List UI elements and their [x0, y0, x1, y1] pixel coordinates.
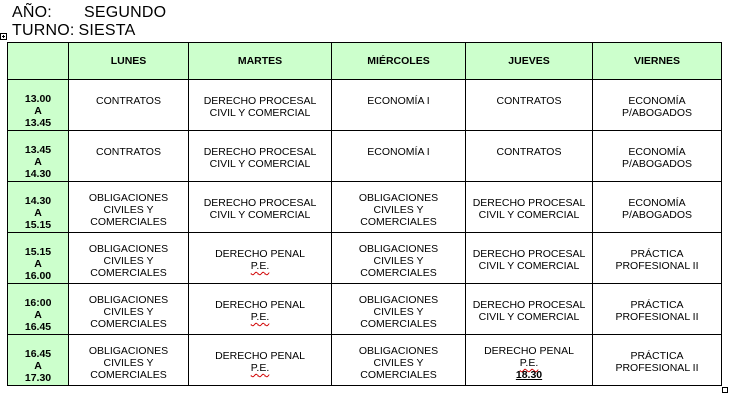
subject-cell — [332, 335, 466, 386]
subject-line: CIVILES Y — [103, 255, 154, 267]
document-header — [12, 4, 166, 40]
time-slot-line: 15.15 — [24, 246, 52, 258]
subject-cell — [593, 233, 722, 284]
table-row — [8, 131, 722, 182]
subject-line: DERECHO PROCESAL — [472, 299, 586, 311]
subject-line: COMERCIALES — [360, 216, 437, 228]
subject-cell — [189, 182, 332, 233]
subject-line: DERECHO PENAL — [215, 350, 305, 362]
year-label: AÑO: — [12, 4, 52, 21]
subject-line: OBLIGACIONES — [88, 243, 169, 255]
time-slot-line: 16:00 — [24, 297, 52, 309]
subject-line: P/ABOGADOS — [621, 158, 693, 170]
shift-label: TURNO: — [12, 22, 75, 39]
schedule-body — [8, 80, 722, 386]
subject-cell — [466, 284, 593, 335]
subject-line: CONTRATOS — [496, 146, 562, 158]
time-slot-line: 13.45 — [24, 117, 52, 129]
schedule-table — [7, 42, 722, 386]
time-slot-line: 16.45 — [24, 321, 52, 333]
subject-line: DERECHO PROCESAL — [203, 95, 317, 107]
shift-value: SIESTA — [78, 22, 136, 39]
subject-cell — [466, 80, 593, 131]
subject-line: COMERCIALES — [90, 216, 167, 228]
subject-line: DERECHO PENAL — [484, 345, 574, 357]
time-slot-line: A — [34, 207, 42, 219]
subject-line: P/ABOGADOS — [621, 209, 693, 221]
subject-line: OBLIGACIONES — [358, 192, 439, 204]
subject-cell — [466, 233, 593, 284]
subject-cell — [69, 131, 189, 182]
subject-line: COMERCIALES — [360, 369, 437, 381]
time-slot-cell — [8, 335, 69, 386]
subject-line — [189, 260, 331, 272]
subject-cell — [466, 182, 593, 233]
day-header-martes: MARTES — [189, 43, 332, 80]
time-slot-cell — [8, 182, 69, 233]
subject-line: PRÁCTICA — [630, 350, 684, 362]
subject-line: PROFESIONAL II — [615, 260, 699, 272]
subject-cell — [189, 80, 332, 131]
time-slot-cell — [8, 284, 69, 335]
spellcheck-underlined-text: P.E. — [250, 362, 270, 374]
subject-line: CIVILES Y — [103, 357, 154, 369]
day-header-lunes: LUNES — [69, 43, 189, 80]
subject-line: DERECHO PROCESAL — [472, 248, 586, 260]
spellcheck-underlined-text: P.E. — [250, 311, 270, 323]
day-header-viernes: VIERNES — [593, 43, 722, 80]
subject-line: DERECHO PENAL — [215, 299, 305, 311]
time-slot-cell — [8, 233, 69, 284]
subject-cell — [332, 233, 466, 284]
subject-cell — [189, 233, 332, 284]
subject-cell — [189, 131, 332, 182]
subject-line: CIVILES Y — [103, 306, 154, 318]
table-resize-handle-icon[interactable] — [722, 387, 728, 393]
subject-line: OBLIGACIONES — [358, 243, 439, 255]
subject-line: CIVIL Y COMERCIAL — [478, 260, 580, 272]
day-header-jueves: JUEVES — [466, 43, 593, 80]
year-value: SEGUNDO — [84, 4, 167, 21]
subject-line: OBLIGACIONES — [358, 294, 439, 306]
time-slot-cell — [8, 131, 69, 182]
day-header-miercoles: MIÉRCOLES — [332, 43, 466, 80]
subject-line: OBLIGACIONES — [88, 345, 169, 357]
subject-line: CIVIL Y COMERCIAL — [209, 209, 311, 221]
subject-cell — [332, 131, 466, 182]
subject-line: PRÁCTICA — [630, 248, 684, 260]
time-slot-line: A — [34, 156, 42, 168]
time-slot-line: 16.45 — [24, 348, 52, 360]
subject-line: COMERCIALES — [360, 267, 437, 279]
subject-cell — [189, 335, 332, 386]
subject-line: CONTRATOS — [496, 95, 562, 107]
time-slot-line: 14.30 — [24, 195, 52, 207]
subject-cell — [593, 182, 722, 233]
subject-line: ECONOMÍA I — [367, 146, 430, 158]
subject-line: ECONOMÍA I — [367, 95, 430, 107]
subject-line: PROFESIONAL II — [615, 311, 699, 323]
subject-line: CIVILES Y — [373, 204, 424, 216]
subject-line: ECONOMÍA — [628, 146, 686, 158]
time-slot-line: 13.00 — [24, 93, 52, 105]
end-time-note: 18.30 — [515, 369, 543, 381]
subject-line — [189, 311, 331, 323]
subject-cell — [593, 131, 722, 182]
time-slot-line: A — [34, 309, 42, 321]
subject-line: DERECHO PENAL — [215, 248, 305, 260]
spellcheck-underlined-text: P.E. — [519, 357, 539, 369]
subject-line — [466, 357, 592, 369]
subject-line: CIVIL Y COMERCIAL — [478, 209, 580, 221]
time-slot-line: A — [34, 105, 42, 117]
table-move-handle-icon[interactable] — [0, 33, 7, 40]
time-slot-line: 16.00 — [24, 270, 52, 282]
time-slot-cell — [8, 80, 69, 131]
subject-cell — [593, 335, 722, 386]
table-row — [8, 233, 722, 284]
time-slot-line: 17.30 — [24, 372, 52, 384]
subject-cell — [332, 80, 466, 131]
table-row — [8, 80, 722, 131]
subject-cell — [69, 80, 189, 131]
time-slot-line: 15.15 — [24, 219, 52, 231]
subject-line: PROFESIONAL II — [615, 362, 699, 374]
corner-header-cell — [8, 43, 69, 80]
table-row — [8, 284, 722, 335]
subject-line: COMERCIALES — [90, 369, 167, 381]
subject-line: COMERCIALES — [360, 318, 437, 330]
subject-cell — [189, 284, 332, 335]
subject-line: COMERCIALES — [90, 267, 167, 279]
subject-line: CONTRATOS — [96, 146, 161, 158]
subject-line: ECONOMÍA — [628, 95, 686, 107]
subject-cell — [332, 284, 466, 335]
subject-line: OBLIGACIONES — [358, 345, 439, 357]
subject-line: CIVILES Y — [373, 306, 424, 318]
subject-cell — [466, 131, 593, 182]
shift-row — [12, 22, 166, 40]
subject-line: CIVIL Y COMERCIAL — [478, 311, 580, 323]
subject-line: DERECHO PROCESAL — [472, 197, 586, 209]
year-row — [12, 4, 166, 22]
subject-line: ECONOMÍA — [628, 197, 686, 209]
subject-line: CIVILES Y — [373, 255, 424, 267]
subject-line: DERECHO PROCESAL — [203, 146, 317, 158]
subject-line: DERECHO PROCESAL — [203, 197, 317, 209]
subject-line: CIVILES Y — [373, 357, 424, 369]
subject-line: P/ABOGADOS — [621, 107, 693, 119]
time-slot-line: 13.45 — [24, 144, 52, 156]
subject-line: CONTRATOS — [96, 95, 161, 107]
subject-cell — [69, 233, 189, 284]
time-slot-line: 14.30 — [24, 168, 52, 180]
spellcheck-underlined-text: P.E. — [250, 260, 270, 272]
table-header-row — [8, 43, 722, 80]
time-slot-line: A — [34, 360, 42, 372]
subject-line: OBLIGACIONES — [88, 294, 169, 306]
subject-cell — [69, 284, 189, 335]
subject-cell — [69, 182, 189, 233]
subject-line: COMERCIALES — [90, 318, 167, 330]
subject-line: CIVILES Y — [103, 204, 154, 216]
subject-cell — [69, 335, 189, 386]
subject-line: PRÁCTICA — [630, 299, 684, 311]
subject-cell — [593, 80, 722, 131]
subject-line — [189, 362, 331, 374]
subject-cell — [332, 182, 466, 233]
table-row — [8, 335, 722, 386]
table-row — [8, 182, 722, 233]
subject-line: CIVIL Y COMERCIAL — [209, 107, 311, 119]
subject-line: CIVIL Y COMERCIAL — [209, 158, 311, 170]
subject-cell — [466, 335, 593, 386]
time-slot-line: A — [34, 258, 42, 270]
subject-cell — [593, 284, 722, 335]
subject-line: OBLIGACIONES — [88, 192, 169, 204]
